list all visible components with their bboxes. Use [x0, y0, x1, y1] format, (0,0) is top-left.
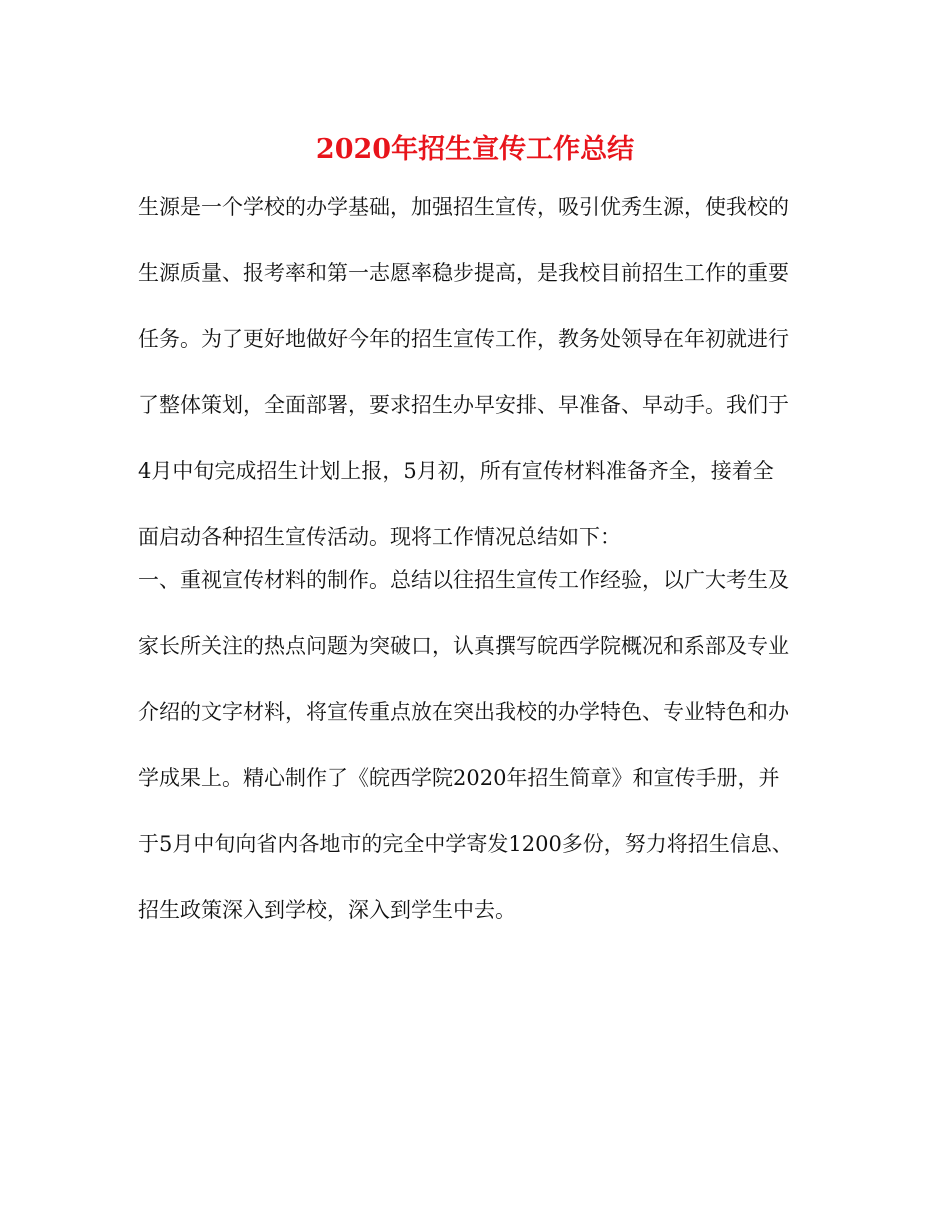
section-one-line-2: 家长所关注的热点问题为突破口，认真撰写皖西学院概况和系部及专业 [138, 634, 789, 658]
section-one-line-6: 招生政策深入到学校，深入到学生中去。 [138, 898, 516, 922]
paragraph-line-2: 生源质量、报考率和第一志愿率稳步提高，是我校目前招生工作的重要 [138, 261, 789, 285]
paragraph-line-1: 生源是一个学校的办学基础，加强招生宣传，吸引优秀生源，使我校的 [138, 195, 789, 219]
section-one-line-1: 一、重视宣传材料的制作。总结以往招生宣传工作经验，以广大考生及 [138, 568, 789, 592]
document-title: 2020年招生宣传工作总结 [315, 134, 635, 165]
paragraph-line-3: 任务。为了更好地做好今年的招生宣传工作，教务处领导在年初就进行 [138, 327, 789, 351]
paragraph-line-4: 了整体策划，全面部署，要求招生办早安排、早准备、早动手。我们于 [138, 393, 789, 417]
section-one-line-3: 介绍的文字材料，将宣传重点放在突出我校的办学特色、专业特色和办 [138, 700, 789, 724]
section-one-line-4: 学成果上。精心制作了《皖西学院2020年招生简章》和宣传手册，并 [138, 766, 780, 790]
paragraph-line-5: 4月中旬完成招生计划上报，5月初，所有宣传材料准备齐全，接着全 [138, 459, 774, 483]
paragraph-line-6: 面启动各种招生宣传活动。现将工作情况总结如下： [138, 525, 621, 549]
section-one-line-5: 于5月中旬向省内各地市的完全中学寄发1200多份，努力将招生信息、 [138, 832, 793, 856]
